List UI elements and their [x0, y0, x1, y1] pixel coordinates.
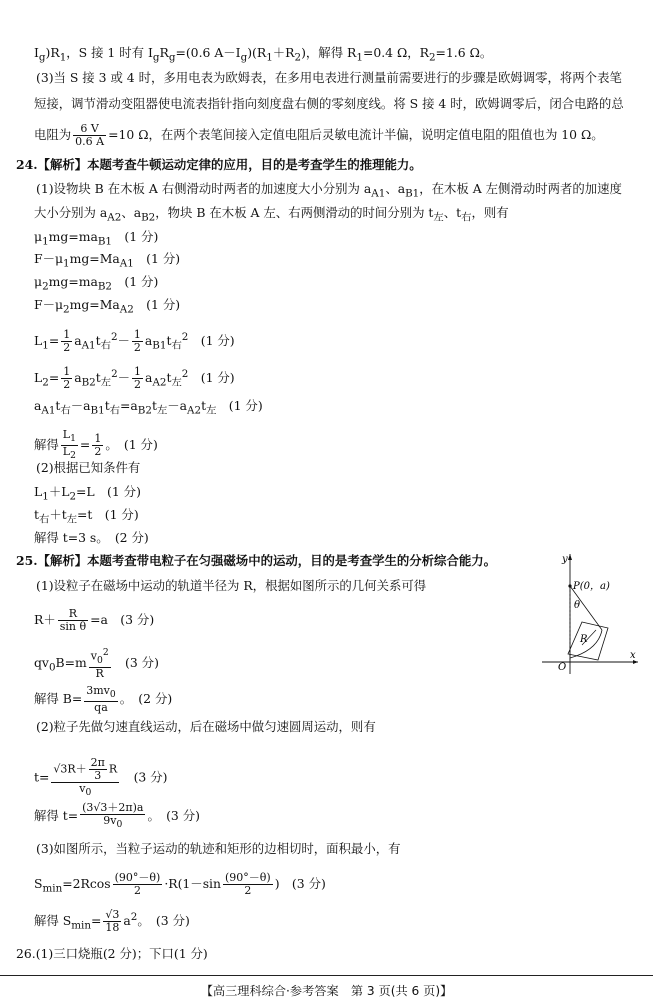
equation-line: $L_1+L_2=L$ (1 分) — [34, 484, 141, 503]
text-line: (3)如图所示，当粒子运动的轨迹和矩形的边相切时，面积最小，有 — [36, 841, 401, 856]
rectangle — [568, 622, 608, 660]
equation-line: $F-\mu_1mg=Ma_{A1}$ (1 分) — [34, 251, 181, 270]
origin-label: O — [558, 662, 567, 673]
page-footer: 【高三理科综合·参考答案 第 3 页(共 6 页)】 — [200, 984, 453, 998]
x-axis-label: x — [630, 650, 636, 661]
question-25-heading: 25.【解析】本题考查带电粒子在匀强磁场中的运动，目的是考查学生的分析综合能力。 — [16, 553, 497, 568]
equation-line: 解得 B= $\frac{3mv_0}{qa}$ 。 (2 分) — [34, 684, 173, 715]
question-24-heading: 24.【解析】本题考查牛顿运动定律的应用，目的是考查学生的推理能力。 — [16, 157, 422, 172]
equation-line: R＋ $\frac{R}{\text{sin θ}}$ =a (3 分) — [34, 607, 155, 633]
radius-label: R — [580, 634, 588, 645]
text-line: (2)粒子先做匀速直线运动，后在磁场中做匀速圆周运动，则有 — [36, 719, 376, 734]
equation-line: $\mu_2mg=ma_{B2}$ (1 分) — [34, 274, 159, 293]
text-line: 大小分别为 $a_{A2}$、$a_{B2}$，物块 B 在木板 A 左、右两侧滑动的时间分别为 $t_左$、$t_右$，则有 — [34, 205, 509, 224]
equation-line: 解得 t= $\frac{(3√3+2\pi)a}{9v_0}$ 。 (3 分) — [34, 801, 200, 831]
equation-line: $L_1=$ $\frac{1}{2}$ $a_{A1}t_右^2-$ $\frac{1}{2}$ $a_{B1}t_右^2$ (1 分) — [34, 328, 235, 355]
equation-line: 解得 $S_{min}=$ $\frac{√3}{18}$ $a^2$。 (3 分) — [34, 908, 190, 935]
y-axis-arrow — [568, 554, 572, 560]
text-line: (2)根据已知条件有 — [36, 460, 141, 475]
text-line: (1)设物块 B 在木板 A 右侧滑动时两者的加速度大小分别为 $a_{A1}$、$a_{B1}$，在木板 A 左侧滑动时两者的加速度 — [36, 181, 622, 200]
text-line: 短接，调节滑动变阻器使电流表指针指向刻度盘右侧的零刻度线。将 S 接 4 时，欧姆调零后，闭合电路的总 — [34, 96, 624, 111]
text-line: (3)当 S 接 3 或 4 时，多用电表为欧姆表，在多用电表进行测量前需要进行的步骤是欧姆调零，将两个表笔 — [36, 70, 622, 85]
text-line: 电阻为 $\frac{6 V}{0.6 A}$ =10 Ω，在两个表笔间接入定值电阻后灵敏电流计半偏，说明定值电阻的阻值也为 10 Ω。 — [34, 122, 604, 148]
equation-line: $qv_0B=m$ $\frac{v_0^2}{R}$ (3 分) — [34, 647, 159, 680]
equation-line: 解得 t=3 s。 (2 分) — [34, 530, 149, 545]
equation-line: $L_2=$ $\frac{1}{2}$ $a_{B2}t_左^2-$ $\frac{1}{2}$ $a_{A2}t_左^2$ (1 分) — [34, 365, 235, 392]
text-line: $I_g)R_1$，S 接 1 时有 $I_gR_g=(0.6$ $A-I_g)(R_1+R_2)$，解得 $R_1=0.4$ Ω，$R_2=1.6$ Ω。 — [34, 45, 493, 64]
equation-line: $\mu_1mg=ma_{B1}$ (1 分) — [34, 229, 159, 248]
equation-line: $t_右+t_左=t$ (1 分) — [34, 507, 139, 526]
text-line: (1)设粒子在磁场中运动的轨道半径为 R，根据如图所示的几何关系可得 — [36, 578, 427, 593]
equation-line: $F-\mu_2mg=Ma_{A2}$ (1 分) — [34, 297, 181, 316]
point-p-label: P(0，a) — [573, 581, 610, 592]
equation-line: $a_{A1}t_右-a_{B1}t_右=a_{B2}t_左-a_{A2}t_左$ (1 分) — [34, 398, 263, 417]
footer-divider — [0, 975, 653, 976]
geometry-diagram — [538, 550, 642, 674]
equation-line: 解得 $\frac{L_1}{L_2}$ = $\frac{1}{2}$ 。 (1 分) — [34, 428, 158, 462]
angle-label: θ — [574, 600, 581, 611]
question-26-line: 26.(1)三口烧瓶(2 分)；下口(1 分) — [16, 946, 208, 961]
y-axis-label: y — [562, 554, 568, 565]
equation-line: $S_{min}=2Rcos$ $\frac{(90^\circ-\theta)}{2}$ ·R(1－sin $\frac{(90^\circ-\theta)}{2}$ ) (3 分) — [34, 871, 326, 897]
equation-line: t= √3R＋ $\frac{2\pi}{3}$ R $v_0$ (3 分) — [34, 756, 168, 799]
